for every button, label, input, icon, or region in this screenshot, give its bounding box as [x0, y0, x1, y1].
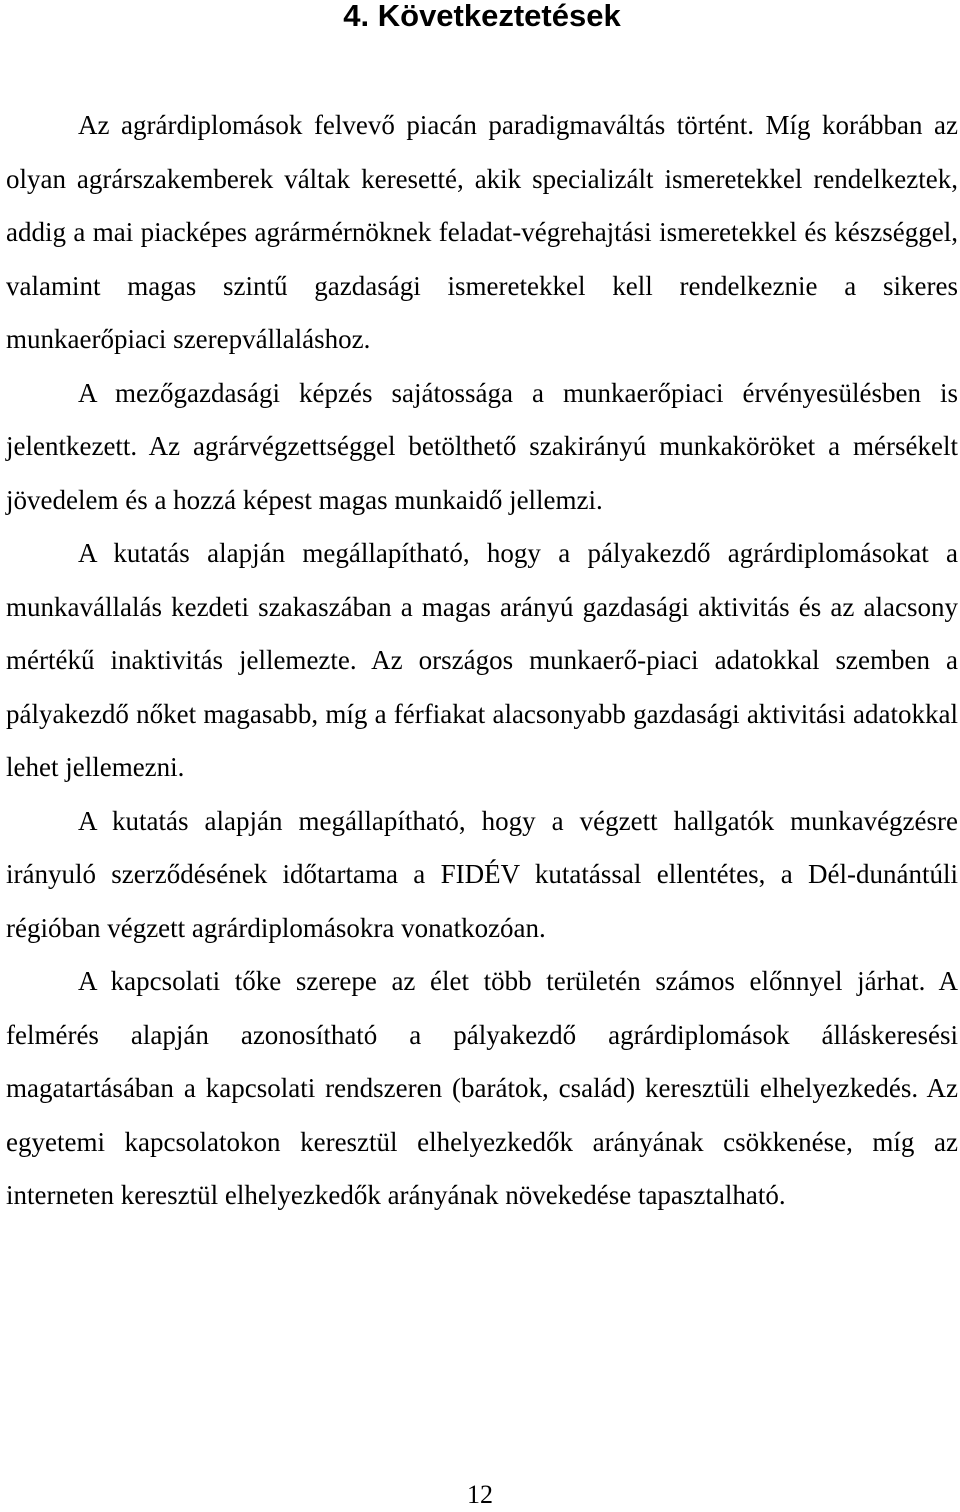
page-number: 12: [467, 1480, 493, 1509]
document-body: [6, 99, 958, 1223]
paragraph-training-specifics: A mezőgazdasági képzés sajátossága a munkaerőpiaci érvényesülésben is jelentkezett. Az agrárvégzettséggel betölthető szakirányú munkaköröket a mérsékelt jövedelem és a hozzá képest magas munkaidő jellemzi.: [6, 377, 958, 515]
paragraph-paradigm-shift: Az agrárdiplomások felvevő piacán paradigmaváltás történt. Míg korábban az olyan agrárszakemberek váltak keresetté, akik specializált ismeretekkel rendelkeztek, addig a mai piacképes agrármérnöknek feladat-végrehajtási ismeretekkel és készséggel, valamint magas szintű gazdasági ismeretekkel kell rendelkeznie a sikeres munkaerőpiaci szerepvállaláshoz.: [6, 110, 958, 354]
paragraph-social-capital: A kapcsolati tőke szerepe az élet több területén számos előnnyel járhat. A felmérés alapján azonosítható a pályakezdő agrárdiplomások álláskeresési magatartásában a kapcsolati rendszeren (barátok, család) keresztüli elhelyezkedés. Az egyetemi kapcsolatokon keresztül elhelyezkedők arányának csökkenése, míg az interneten keresztül elhelyezkedők arányának növekedése tapasztalható.: [6, 966, 958, 1210]
paragraph-contract-duration: A kutatás alapján megállapítható, hogy a végzett hallgatók munkavégzésre irányuló szerződésének időtartama a FIDÉV kutatással ellentétes, a Dél-dunántúli régióban végzett agrárdiplomásokra vonatkozóan.: [6, 805, 958, 943]
paragraph-economic-activity: A kutatás alapján megállapítható, hogy a pályakezdő agrárdiplomásokat a munkavállalás kezdeti szakaszában a magas arányú gazdasági aktivitás és az alacsony mértékű inaktivitás jellemezte. Az országos munkaerő-piaci adatokkal szemben a pályakezdő nőket magasabb, míg a férfiakat alacsonyabb gazdasági aktivitási adatokkal lehet jellemezni.: [6, 538, 958, 782]
document-page: [6, 0, 958, 1210]
section-heading: 4. Következtetések: [343, 0, 621, 33]
